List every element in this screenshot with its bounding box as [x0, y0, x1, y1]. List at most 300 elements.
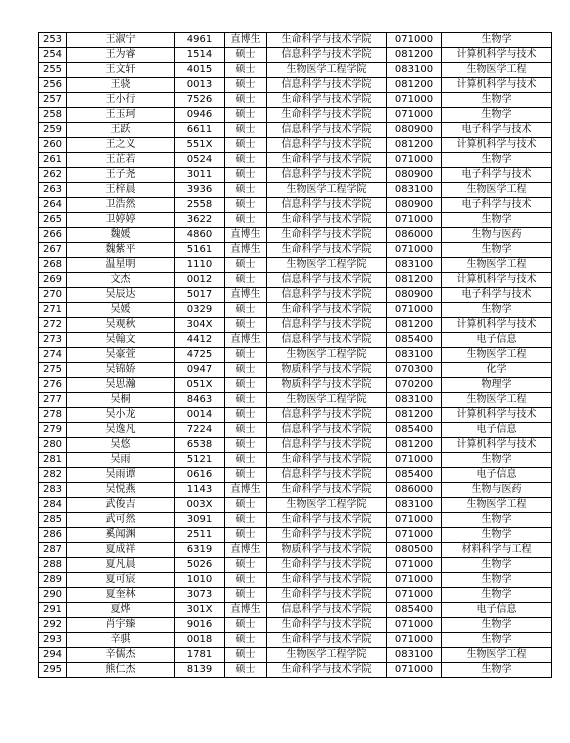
student-name-cell: 辛骐: [67, 633, 175, 648]
table-row: [39, 408, 552, 423]
major-name-cell: 化学: [442, 363, 552, 378]
degree-type-cell: 硕士: [225, 513, 267, 528]
degree-type-cell: 硕士: [225, 573, 267, 588]
degree-type-cell: 硕士: [225, 303, 267, 318]
major-code-cell: 086000: [387, 228, 442, 243]
student-name-cell: 王文轩: [67, 63, 175, 78]
school-name-cell: 生物医学工程学院: [267, 348, 387, 363]
degree-type-cell: 硕士: [225, 648, 267, 663]
table-row: [39, 168, 552, 183]
table-row: [39, 348, 552, 363]
student-name-cell: 王跃: [67, 123, 175, 138]
id-suffix-cell: 5026: [175, 558, 225, 573]
major-code-cell: 081200: [387, 408, 442, 423]
id-suffix-cell: 1781: [175, 648, 225, 663]
row-number-cell: 279: [39, 423, 67, 438]
id-suffix-cell: 0013: [175, 78, 225, 93]
school-name-cell: 信息科学与技术学院: [267, 288, 387, 303]
school-name-cell: 信息科学与技术学院: [267, 468, 387, 483]
table-row: [39, 558, 552, 573]
school-name-cell: 生命科学与技术学院: [267, 663, 387, 678]
school-name-cell: 生命科学与技术学院: [267, 213, 387, 228]
table-row: [39, 288, 552, 303]
degree-type-cell: 直博生: [225, 603, 267, 618]
table-row: [39, 333, 552, 348]
student-name-cell: 王小行: [67, 93, 175, 108]
major-name-cell: 生物与医药: [442, 228, 552, 243]
row-number-cell: 275: [39, 363, 67, 378]
student-name-cell: 卫婷婷: [67, 213, 175, 228]
major-name-cell: 计算机科学与技术: [442, 318, 552, 333]
table-row: [39, 573, 552, 588]
major-code-cell: 070200: [387, 378, 442, 393]
row-number-cell: 289: [39, 573, 67, 588]
school-name-cell: 信息科学与技术学院: [267, 123, 387, 138]
student-name-cell: 王为睿: [67, 48, 175, 63]
student-name-cell: 吴逸凡: [67, 423, 175, 438]
school-name-cell: 信息科学与技术学院: [267, 603, 387, 618]
degree-type-cell: 硕士: [225, 438, 267, 453]
degree-type-cell: 硕士: [225, 633, 267, 648]
school-name-cell: 生物医学工程学院: [267, 258, 387, 273]
degree-type-cell: 硕士: [225, 468, 267, 483]
degree-type-cell: 直博生: [225, 543, 267, 558]
degree-type-cell: 硕士: [225, 588, 267, 603]
school-name-cell: 信息科学与技术学院: [267, 438, 387, 453]
row-number-cell: 270: [39, 288, 67, 303]
id-suffix-cell: 0946: [175, 108, 225, 123]
table-row: [39, 618, 552, 633]
student-name-cell: 王淑宁: [67, 33, 175, 48]
id-suffix-cell: 5017: [175, 288, 225, 303]
school-name-cell: 生物医学工程学院: [267, 648, 387, 663]
major-code-cell: 085400: [387, 603, 442, 618]
degree-type-cell: 硕士: [225, 48, 267, 63]
row-number-cell: 261: [39, 153, 67, 168]
school-name-cell: 生命科学与技术学院: [267, 528, 387, 543]
major-code-cell: 071000: [387, 453, 442, 468]
id-suffix-cell: 5121: [175, 453, 225, 468]
major-name-cell: 生物学: [442, 93, 552, 108]
major-name-cell: 计算机科学与技术: [442, 438, 552, 453]
major-name-cell: 生物医学工程: [442, 348, 552, 363]
student-name-cell: 奚闻渊: [67, 528, 175, 543]
major-name-cell: 生物医学工程: [442, 258, 552, 273]
id-suffix-cell: 6319: [175, 543, 225, 558]
student-name-cell: 魏紫平: [67, 243, 175, 258]
row-number-cell: 292: [39, 618, 67, 633]
major-name-cell: 电子信息: [442, 423, 552, 438]
row-number-cell: 253: [39, 33, 67, 48]
major-name-cell: 电子科学与技术: [442, 168, 552, 183]
major-name-cell: 生物医学工程: [442, 498, 552, 513]
degree-type-cell: 硕士: [225, 108, 267, 123]
row-number-cell: 291: [39, 603, 67, 618]
major-code-cell: 083100: [387, 183, 442, 198]
row-number-cell: 278: [39, 408, 67, 423]
major-code-cell: 071000: [387, 663, 442, 678]
table-row: [39, 123, 552, 138]
degree-type-cell: 直博生: [225, 288, 267, 303]
row-number-cell: 283: [39, 483, 67, 498]
student-name-cell: 夏烨: [67, 603, 175, 618]
degree-type-cell: 硕士: [225, 498, 267, 513]
degree-type-cell: 直博生: [225, 483, 267, 498]
major-code-cell: 070300: [387, 363, 442, 378]
row-number-cell: 280: [39, 438, 67, 453]
school-name-cell: 信息科学与技术学院: [267, 408, 387, 423]
major-code-cell: 080900: [387, 168, 442, 183]
row-number-cell: 295: [39, 663, 67, 678]
degree-type-cell: 硕士: [225, 453, 267, 468]
table-row: [39, 363, 552, 378]
student-name-cell: 吴辰达: [67, 288, 175, 303]
school-name-cell: 信息科学与技术学院: [267, 78, 387, 93]
row-number-cell: 288: [39, 558, 67, 573]
major-name-cell: 生物学: [442, 303, 552, 318]
school-name-cell: 生命科学与技术学院: [267, 618, 387, 633]
major-code-cell: 083100: [387, 258, 442, 273]
row-number-cell: 257: [39, 93, 67, 108]
student-name-cell: 熊仁杰: [67, 663, 175, 678]
id-suffix-cell: 0329: [175, 303, 225, 318]
table-row: [39, 588, 552, 603]
major-code-cell: 083100: [387, 348, 442, 363]
major-name-cell: 生物与医药: [442, 483, 552, 498]
row-number-cell: 256: [39, 78, 67, 93]
major-name-cell: 计算机科学与技术: [442, 273, 552, 288]
degree-type-cell: 硕士: [225, 198, 267, 213]
major-code-cell: 080900: [387, 288, 442, 303]
major-name-cell: 计算机科学与技术: [442, 48, 552, 63]
student-name-cell: 吴豪萱: [67, 348, 175, 363]
id-suffix-cell: 7224: [175, 423, 225, 438]
major-code-cell: 071000: [387, 153, 442, 168]
row-number-cell: 258: [39, 108, 67, 123]
major-name-cell: 生物学: [442, 513, 552, 528]
id-suffix-cell: 1514: [175, 48, 225, 63]
school-name-cell: 生物医学工程学院: [267, 393, 387, 408]
table-row: [39, 378, 552, 393]
school-name-cell: 生命科学与技术学院: [267, 558, 387, 573]
degree-type-cell: 硕士: [225, 378, 267, 393]
degree-type-cell: 硕士: [225, 153, 267, 168]
degree-type-cell: 硕士: [225, 408, 267, 423]
school-name-cell: 生命科学与技术学院: [267, 93, 387, 108]
student-name-cell: 王梓晨: [67, 183, 175, 198]
student-name-cell: 吴思瀚: [67, 378, 175, 393]
school-name-cell: 生命科学与技术学院: [267, 633, 387, 648]
student-name-cell: 吴观秋: [67, 318, 175, 333]
student-name-cell: 吴媛: [67, 303, 175, 318]
student-name-cell: 吴翰文: [67, 333, 175, 348]
major-code-cell: 071000: [387, 633, 442, 648]
major-code-cell: 083100: [387, 648, 442, 663]
student-name-cell: 王骁: [67, 78, 175, 93]
student-name-cell: 夏可宸: [67, 573, 175, 588]
school-name-cell: 生命科学与技术学院: [267, 33, 387, 48]
id-suffix-cell: 0018: [175, 633, 225, 648]
major-code-cell: 071000: [387, 108, 442, 123]
major-name-cell: 计算机科学与技术: [442, 408, 552, 423]
table-row: [39, 528, 552, 543]
id-suffix-cell: 3091: [175, 513, 225, 528]
table-row: [39, 78, 552, 93]
major-name-cell: 生物医学工程: [442, 648, 552, 663]
major-code-cell: 085400: [387, 423, 442, 438]
school-name-cell: 信息科学与技术学院: [267, 333, 387, 348]
school-name-cell: 生命科学与技术学院: [267, 108, 387, 123]
major-code-cell: 071000: [387, 618, 442, 633]
table-row: [39, 318, 552, 333]
major-code-cell: 071000: [387, 303, 442, 318]
major-code-cell: 085400: [387, 333, 442, 348]
degree-type-cell: 硕士: [225, 393, 267, 408]
student-name-cell: 吴小龙: [67, 408, 175, 423]
id-suffix-cell: 551X: [175, 138, 225, 153]
degree-type-cell: 直博生: [225, 228, 267, 243]
table-row: [39, 183, 552, 198]
school-name-cell: 信息科学与技术学院: [267, 273, 387, 288]
school-name-cell: 生命科学与技术学院: [267, 513, 387, 528]
major-name-cell: 电子信息: [442, 468, 552, 483]
row-number-cell: 294: [39, 648, 67, 663]
table-row: [39, 663, 552, 678]
row-number-cell: 267: [39, 243, 67, 258]
table-row: [39, 33, 552, 48]
table-row: [39, 273, 552, 288]
major-name-cell: 生物学: [442, 558, 552, 573]
school-name-cell: 生命科学与技术学院: [267, 573, 387, 588]
major-code-cell: 081200: [387, 318, 442, 333]
id-suffix-cell: 0947: [175, 363, 225, 378]
major-code-cell: 083100: [387, 63, 442, 78]
major-name-cell: 材料科学与工程: [442, 543, 552, 558]
row-number-cell: 285: [39, 513, 67, 528]
major-name-cell: 生物学: [442, 33, 552, 48]
degree-type-cell: 硕士: [225, 63, 267, 78]
major-name-cell: 物理学: [442, 378, 552, 393]
row-number-cell: 262: [39, 168, 67, 183]
degree-type-cell: 硕士: [225, 528, 267, 543]
school-name-cell: 物质科学与技术学院: [267, 363, 387, 378]
school-name-cell: 信息科学与技术学院: [267, 138, 387, 153]
id-suffix-cell: 0524: [175, 153, 225, 168]
student-name-cell: 卫浩然: [67, 198, 175, 213]
school-name-cell: 信息科学与技术学院: [267, 48, 387, 63]
degree-type-cell: 硕士: [225, 618, 267, 633]
table-row: [39, 543, 552, 558]
major-code-cell: 071000: [387, 243, 442, 258]
row-number-cell: 276: [39, 378, 67, 393]
row-number-cell: 281: [39, 453, 67, 468]
row-number-cell: 264: [39, 198, 67, 213]
degree-type-cell: 硕士: [225, 93, 267, 108]
major-name-cell: 生物学: [442, 528, 552, 543]
id-suffix-cell: 5161: [175, 243, 225, 258]
school-name-cell: 生物医学工程学院: [267, 63, 387, 78]
table-row: [39, 258, 552, 273]
student-name-cell: 肖宇臻: [67, 618, 175, 633]
major-name-cell: 电子科学与技术: [442, 198, 552, 213]
student-name-cell: 温星明: [67, 258, 175, 273]
table-row: [39, 453, 552, 468]
major-name-cell: 生物学: [442, 153, 552, 168]
admission-list-body: [39, 33, 552, 678]
degree-type-cell: 直博生: [225, 243, 267, 258]
row-number-cell: 254: [39, 48, 67, 63]
id-suffix-cell: 1110: [175, 258, 225, 273]
degree-type-cell: 直博生: [225, 333, 267, 348]
degree-type-cell: 直博生: [225, 33, 267, 48]
degree-type-cell: 硕士: [225, 213, 267, 228]
id-suffix-cell: 6538: [175, 438, 225, 453]
school-name-cell: 信息科学与技术学院: [267, 168, 387, 183]
table-row: [39, 483, 552, 498]
degree-type-cell: 硕士: [225, 168, 267, 183]
major-code-cell: 080500: [387, 543, 442, 558]
school-name-cell: 生命科学与技术学院: [267, 303, 387, 318]
major-code-cell: 086000: [387, 483, 442, 498]
major-code-cell: 083100: [387, 498, 442, 513]
student-name-cell: 吴雨: [67, 453, 175, 468]
row-number-cell: 277: [39, 393, 67, 408]
row-number-cell: 269: [39, 273, 67, 288]
row-number-cell: 284: [39, 498, 67, 513]
row-number-cell: 290: [39, 588, 67, 603]
admission-list-table: [38, 32, 552, 678]
school-name-cell: 信息科学与技术学院: [267, 318, 387, 333]
school-name-cell: 物质科学与技术学院: [267, 378, 387, 393]
id-suffix-cell: 4725: [175, 348, 225, 363]
id-suffix-cell: 0014: [175, 408, 225, 423]
table-row: [39, 648, 552, 663]
degree-type-cell: 硕士: [225, 363, 267, 378]
major-code-cell: 081200: [387, 273, 442, 288]
major-name-cell: 生物医学工程: [442, 63, 552, 78]
row-number-cell: 268: [39, 258, 67, 273]
id-suffix-cell: 9016: [175, 618, 225, 633]
major-code-cell: 080900: [387, 123, 442, 138]
id-suffix-cell: 4860: [175, 228, 225, 243]
id-suffix-cell: 3073: [175, 588, 225, 603]
id-suffix-cell: 3936: [175, 183, 225, 198]
degree-type-cell: 硕士: [225, 138, 267, 153]
table-row: [39, 423, 552, 438]
degree-type-cell: 硕士: [225, 423, 267, 438]
student-name-cell: 魏媛: [67, 228, 175, 243]
id-suffix-cell: 8139: [175, 663, 225, 678]
table-row: [39, 603, 552, 618]
id-suffix-cell: 1143: [175, 483, 225, 498]
major-name-cell: 电子信息: [442, 333, 552, 348]
major-code-cell: 071000: [387, 558, 442, 573]
table-row: [39, 498, 552, 513]
degree-type-cell: 硕士: [225, 78, 267, 93]
row-number-cell: 282: [39, 468, 67, 483]
row-number-cell: 266: [39, 228, 67, 243]
row-number-cell: 272: [39, 318, 67, 333]
major-code-cell: 071000: [387, 93, 442, 108]
major-code-cell: 080900: [387, 198, 442, 213]
major-name-cell: 生物学: [442, 588, 552, 603]
school-name-cell: 生命科学与技术学院: [267, 228, 387, 243]
table-row: [39, 213, 552, 228]
id-suffix-cell: 003X: [175, 498, 225, 513]
degree-type-cell: 硕士: [225, 258, 267, 273]
major-code-cell: 071000: [387, 528, 442, 543]
degree-type-cell: 硕士: [225, 348, 267, 363]
student-name-cell: 王玉珂: [67, 108, 175, 123]
major-name-cell: 电子科学与技术: [442, 123, 552, 138]
major-name-cell: 电子科学与技术: [442, 288, 552, 303]
school-name-cell: 生命科学与技术学院: [267, 588, 387, 603]
id-suffix-cell: 4961: [175, 33, 225, 48]
major-name-cell: 生物学: [442, 243, 552, 258]
id-suffix-cell: 301X: [175, 603, 225, 618]
student-name-cell: 吴雨谭: [67, 468, 175, 483]
student-name-cell: 武可然: [67, 513, 175, 528]
student-name-cell: 辛儒杰: [67, 648, 175, 663]
student-name-cell: 王之义: [67, 138, 175, 153]
id-suffix-cell: 0012: [175, 273, 225, 288]
table-row: [39, 243, 552, 258]
student-name-cell: 夏奎林: [67, 588, 175, 603]
major-name-cell: 电子信息: [442, 603, 552, 618]
major-name-cell: 生物学: [442, 108, 552, 123]
school-name-cell: 生物医学工程学院: [267, 183, 387, 198]
student-name-cell: 吴悠: [67, 438, 175, 453]
row-number-cell: 273: [39, 333, 67, 348]
row-number-cell: 260: [39, 138, 67, 153]
table-row: [39, 138, 552, 153]
table-row: [39, 93, 552, 108]
school-name-cell: 生命科学与技术学院: [267, 453, 387, 468]
admission-list-sheet: [38, 32, 552, 678]
id-suffix-cell: 1010: [175, 573, 225, 588]
major-code-cell: 081200: [387, 138, 442, 153]
major-code-cell: 071000: [387, 33, 442, 48]
row-number-cell: 265: [39, 213, 67, 228]
major-name-cell: 生物学: [442, 633, 552, 648]
table-row: [39, 48, 552, 63]
school-name-cell: 生物医学工程学院: [267, 498, 387, 513]
student-name-cell: 吴桐: [67, 393, 175, 408]
major-name-cell: 计算机科学与技术: [442, 78, 552, 93]
id-suffix-cell: 4412: [175, 333, 225, 348]
major-name-cell: 生物学: [442, 618, 552, 633]
student-name-cell: 武俊吉: [67, 498, 175, 513]
table-row: [39, 468, 552, 483]
row-number-cell: 286: [39, 528, 67, 543]
id-suffix-cell: 3622: [175, 213, 225, 228]
row-number-cell: 263: [39, 183, 67, 198]
student-name-cell: 吴锦娇: [67, 363, 175, 378]
degree-type-cell: 硕士: [225, 273, 267, 288]
major-name-cell: 生物学: [442, 573, 552, 588]
school-name-cell: 生命科学与技术学院: [267, 483, 387, 498]
student-name-cell: 夏成祥: [67, 543, 175, 558]
table-row: [39, 438, 552, 453]
school-name-cell: 信息科学与技术学院: [267, 198, 387, 213]
school-name-cell: 生命科学与技术学院: [267, 243, 387, 258]
table-row: [39, 303, 552, 318]
row-number-cell: 274: [39, 348, 67, 363]
degree-type-cell: 硕士: [225, 183, 267, 198]
table-row: [39, 228, 552, 243]
major-code-cell: 081200: [387, 78, 442, 93]
school-name-cell: 生命科学与技术学院: [267, 153, 387, 168]
